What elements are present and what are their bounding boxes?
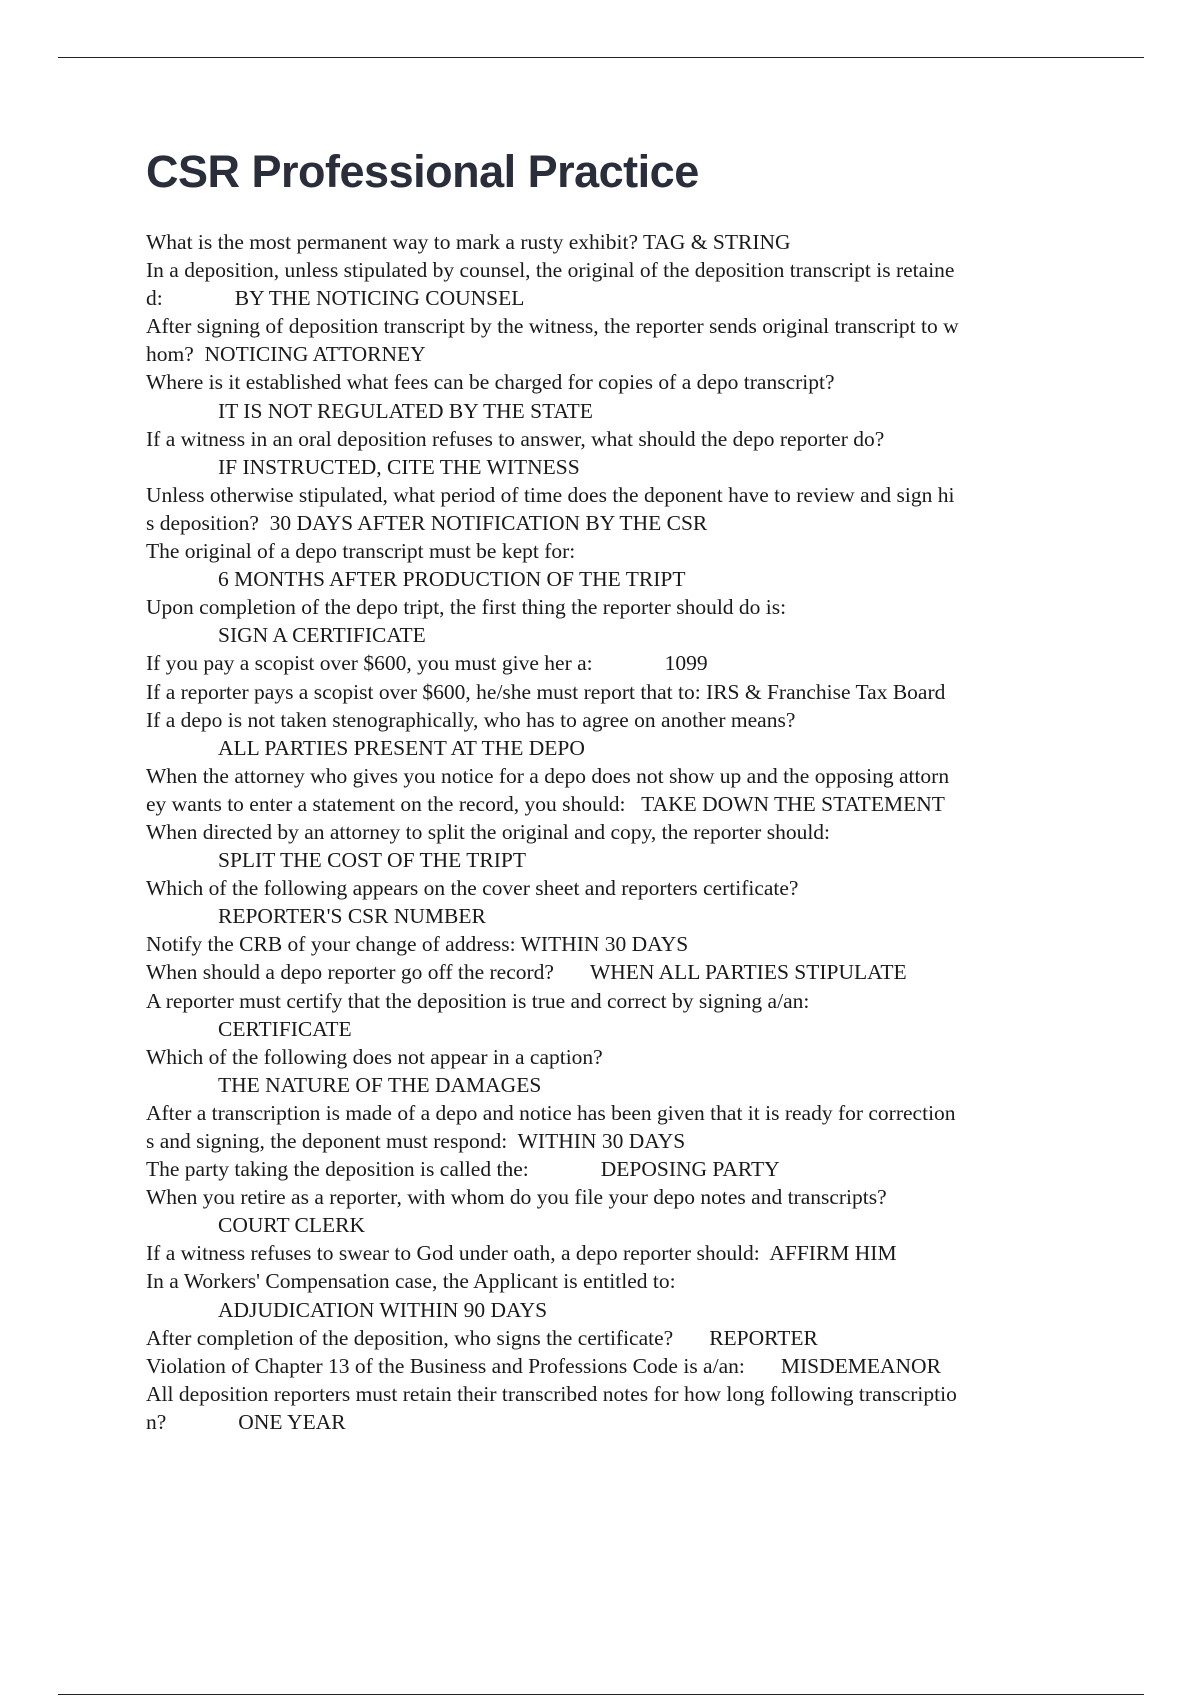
question-line: If a witness refuses to swear to God under oath, a depo reporter should: AFFIRM HIM bbox=[146, 1241, 897, 1266]
qa-item bbox=[146, 987, 1091, 1043]
answer-text: 6 MONTHS AFTER PRODUCTION OF THE TRIPT bbox=[218, 567, 686, 592]
question-line: All deposition reporters must retain their transcribed notes for how long following transcriptio bbox=[146, 1381, 957, 1406]
answer-text: COURT CLERK bbox=[218, 1213, 366, 1238]
question-text: After completion of the deposition, who signs the certificate? bbox=[146, 1325, 674, 1350]
qa-item bbox=[146, 256, 1091, 312]
answer-text: WHEN ALL PARTIES STIPULATE bbox=[589, 960, 907, 985]
qa-item bbox=[146, 1183, 1091, 1239]
answer-text: 1099 bbox=[664, 651, 708, 676]
qa-item bbox=[146, 1324, 1091, 1352]
question-line: What is the most permanent way to mark a rusty exhibit? TAG & STRING bbox=[146, 230, 791, 254]
question-line: When you retire as a reporter, with whom do you file your depo notes and transcripts? bbox=[146, 1185, 887, 1210]
qa-item bbox=[146, 649, 1091, 677]
question-text: n? bbox=[146, 1409, 167, 1434]
qa-item bbox=[146, 1099, 1091, 1155]
question-line: The original of a depo transcript must be kept for: bbox=[146, 539, 576, 564]
qa-item bbox=[146, 1380, 1091, 1436]
question-answer-row bbox=[146, 284, 1091, 312]
question-line: Notify the CRB of your change of address: WITHIN 30 DAYS bbox=[146, 932, 689, 957]
question-line: Unless otherwise stipulated, what period of time does the deponent have to review and sign hi bbox=[146, 482, 955, 507]
question-text: Violation of Chapter 13 of the Business and Professions Code is a/an: bbox=[146, 1353, 745, 1378]
question-answer-row bbox=[146, 958, 1091, 986]
question-answer-row bbox=[146, 1352, 1091, 1380]
qa-item bbox=[146, 537, 1091, 593]
question-line-with-answer: s deposition? 30 DAYS AFTER NOTIFICATION BY THE CSR bbox=[146, 510, 708, 535]
question-text: If you pay a scopist over $600, you must give her a: bbox=[146, 651, 593, 676]
question-line: After signing of deposition transcript by the witness, the reporter sends original transcript to w bbox=[146, 314, 959, 339]
question-line: Where is it established what fees can be charged for copies of a depo transcript? bbox=[146, 370, 835, 395]
question-answer-row bbox=[146, 1408, 1091, 1436]
header-rule bbox=[58, 57, 1144, 58]
answer-text: REPORTER'S CSR NUMBER bbox=[218, 904, 486, 929]
question-answer-row bbox=[146, 649, 1091, 677]
answer-text: CERTIFICATE bbox=[218, 1016, 352, 1041]
question-text: When should a depo reporter go off the record? bbox=[146, 960, 554, 985]
answer-text: ADJUDICATION WITHIN 90 DAYS bbox=[218, 1297, 548, 1322]
answer-text: IT IS NOT REGULATED BY THE STATE bbox=[218, 398, 593, 423]
qa-item bbox=[146, 312, 1091, 368]
question-text: d: bbox=[146, 286, 163, 311]
answer-text: SIGN A CERTIFICATE bbox=[218, 623, 426, 648]
qa-item bbox=[146, 958, 1091, 986]
answer-text: REPORTER bbox=[709, 1325, 818, 1350]
qa-item bbox=[146, 762, 1091, 818]
answer-text: MISDEMEANOR bbox=[780, 1353, 941, 1378]
question-line: If a depo is not taken stenographically, who has to agree on another means? bbox=[146, 707, 796, 732]
answer-text: SPLIT THE COST OF THE TRIPT bbox=[218, 848, 527, 873]
answer-text: IF INSTRUCTED, CITE THE WITNESS bbox=[218, 454, 580, 479]
qa-item bbox=[146, 930, 1091, 958]
qa-list bbox=[146, 228, 1091, 1436]
qa-item bbox=[146, 1267, 1091, 1323]
question-answer-row bbox=[146, 1324, 1091, 1352]
question-line: If a reporter pays a scopist over $600, he/she must report that to: IRS & Franchise Tax Board bbox=[146, 679, 946, 704]
question-line: When directed by an attorney to split the original and copy, the reporter should: bbox=[146, 819, 831, 844]
qa-item bbox=[146, 706, 1091, 762]
qa-item bbox=[146, 1043, 1091, 1099]
question-line-with-answer: ey wants to enter a statement on the record, you should: TAKE DOWN THE STATEMENT bbox=[146, 791, 945, 816]
qa-item bbox=[146, 678, 1091, 706]
qa-item bbox=[146, 1352, 1091, 1380]
question-line-with-answer: hom? NOTICING ATTORNEY bbox=[146, 342, 426, 367]
qa-item bbox=[146, 1239, 1091, 1267]
question-line: Which of the following does not appear in a caption? bbox=[146, 1044, 603, 1069]
qa-item bbox=[146, 481, 1091, 537]
question-line: When the attorney who gives you notice for a depo does not show up and the opposing attorn bbox=[146, 763, 950, 788]
answer-text: THE NATURE OF THE DAMAGES bbox=[218, 1072, 542, 1097]
question-text: The party taking the deposition is called the: bbox=[146, 1157, 529, 1182]
question-line: In a Workers' Compensation case, the Applicant is entitled to: bbox=[146, 1269, 676, 1294]
qa-item bbox=[146, 818, 1091, 874]
answer-text: BY THE NOTICING COUNSEL bbox=[234, 286, 525, 311]
question-line: In a deposition, unless stipulated by counsel, the original of the deposition transcript is retaine bbox=[146, 258, 955, 283]
question-answer-row bbox=[146, 1155, 1091, 1183]
question-line: Upon completion of the depo tript, the first thing the reporter should do is: bbox=[146, 595, 787, 620]
qa-item bbox=[146, 593, 1091, 649]
answer-text: ONE YEAR bbox=[238, 1409, 346, 1434]
question-line-with-answer: s and signing, the deponent must respond: WITHIN 30 DAYS bbox=[146, 1129, 686, 1153]
qa-item bbox=[146, 228, 1091, 256]
question-line: After a transcription is made of a depo and notice has been given that it is ready for correction bbox=[146, 1100, 956, 1125]
question-line: Which of the following appears on the cover sheet and reporters certificate? bbox=[146, 876, 799, 901]
question-line: A reporter must certify that the deposition is true and correct by signing a/an: bbox=[146, 988, 810, 1013]
question-line: If a witness in an oral deposition refuses to answer, what should the depo reporter do? bbox=[146, 426, 885, 451]
page-title: CSR Professional Practice bbox=[146, 146, 699, 197]
answer-text: DEPOSING PARTY bbox=[600, 1157, 780, 1182]
qa-item bbox=[146, 874, 1091, 930]
qa-item bbox=[146, 368, 1091, 424]
footer-rule bbox=[58, 1694, 1144, 1695]
qa-item bbox=[146, 425, 1091, 481]
qa-item bbox=[146, 1155, 1091, 1183]
answer-text: ALL PARTIES PRESENT AT THE DEPO bbox=[218, 735, 585, 760]
